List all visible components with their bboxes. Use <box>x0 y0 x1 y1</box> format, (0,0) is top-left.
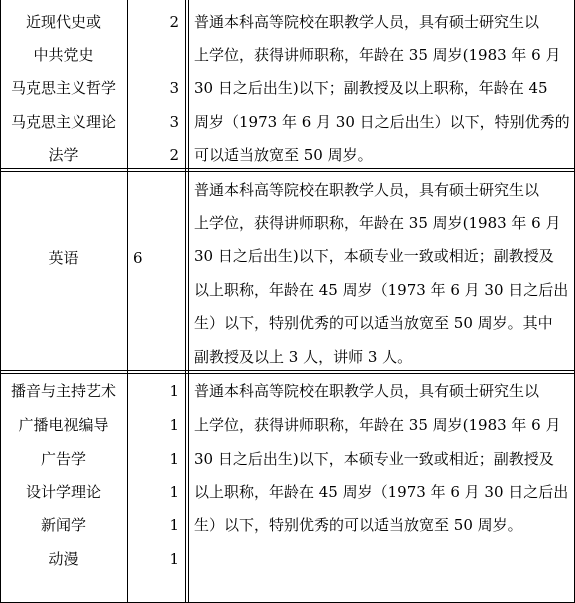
subject-count: 3 <box>169 79 179 97</box>
requirement-line: 30 日之后出生)以下，本硕专业一致或相近；副教授及 <box>194 247 554 265</box>
row-divider-1b <box>0 171 575 172</box>
subject-count: 1 <box>169 382 179 400</box>
subject-name: 近现代史或 <box>25 13 101 31</box>
subject-name: 马克思主义理论 <box>10 113 116 131</box>
subject-count: 1 <box>169 450 179 468</box>
subject-name: 英语 <box>48 249 79 267</box>
requirement-line: 普通本科高等院校在职教学人员，具有硕士研究生以 <box>194 382 540 400</box>
subject-count: 6 <box>133 249 143 267</box>
requirement-line: 可以适当放宽至 50 周岁。 <box>194 146 373 164</box>
requirement-line: 普通本科高等院校在职教学人员，具有硕士研究生以 <box>194 181 540 199</box>
row-divider-1 <box>0 168 575 169</box>
requirement-line: 周岁（1973 年 6 月 30 日之后出生）以下，特别优秀的 <box>194 113 570 131</box>
subject-name: 动漫 <box>48 550 79 568</box>
requirement-line: 以上职称，年龄在 45 周岁（1973 年 6 月 30 日之后出 <box>194 483 569 501</box>
table-divider-col2a <box>185 0 186 603</box>
row-divider-2 <box>0 370 575 371</box>
requirement-line: 30 日之后出生)以下；副教授及以上职称，年龄在 45 <box>194 79 548 97</box>
requirement-line: 30 日之后出生)以下，本硕专业一致或相近；副教授及 <box>194 450 554 468</box>
subject-count: 1 <box>169 483 179 501</box>
subject-count: 1 <box>169 516 179 534</box>
table-divider-col2b <box>188 0 189 603</box>
subject-count: 3 <box>169 113 179 131</box>
requirement-line: 以上职称，年龄在 45 周岁（1973 年 6 月 30 日之后出 <box>194 281 569 299</box>
subject-name: 播音与主持艺术 <box>10 382 116 400</box>
requirement-line: 副教授及以上 3 人，讲师 3 人。 <box>194 348 413 366</box>
subject-name: 广播电视编导 <box>18 416 109 434</box>
subject-name: 马克思主义哲学 <box>10 79 116 97</box>
requirement-line: 上学位，获得讲师职称，年龄在 35 周岁(1983 年 6 月 <box>194 416 561 434</box>
requirement-line: 生）以下，特别优秀的可以适当放宽至 50 周岁。 <box>194 516 523 534</box>
requirement-line: 普通本科高等院校在职教学人员，具有硕士研究生以 <box>194 13 540 31</box>
subject-count: 2 <box>169 146 179 164</box>
requirement-line: 生）以下，特别优秀的可以适当放宽至 50 周岁。其中 <box>194 314 553 332</box>
subject-name: 新闻学 <box>40 516 86 534</box>
row-divider-2b <box>0 373 575 374</box>
subject-name: 设计学理论 <box>25 483 101 501</box>
subject-name: 广告学 <box>40 450 86 468</box>
subject-count: 1 <box>169 416 179 434</box>
requirement-line: 上学位，获得讲师职称，年龄在 35 周岁(1983 年 6 月 <box>194 214 561 232</box>
subject-count: 2 <box>169 13 179 31</box>
subject-name: 法学 <box>48 146 79 164</box>
subject-name: 中共党史 <box>33 46 94 64</box>
subject-count: 1 <box>169 550 179 568</box>
requirement-line: 上学位，获得讲师职称，年龄在 35 周岁(1983 年 6 月 <box>194 46 561 64</box>
